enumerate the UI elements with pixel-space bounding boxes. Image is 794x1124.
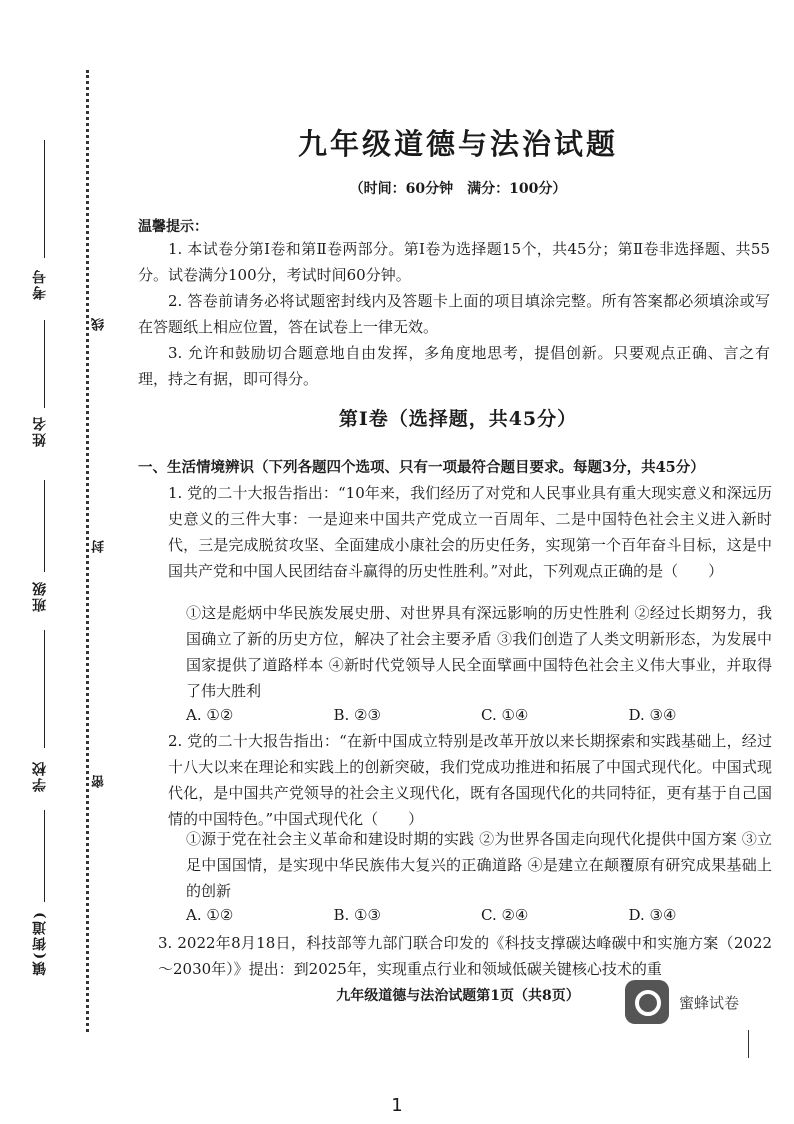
option-a[interactable]: A. ①② — [186, 706, 234, 724]
question-2-statements: ①源于党在社会主义革命和建设时期的实践 ②为世界各国走向现代化提供中国方案 ③立足中国国情，是实现中华民族伟大复兴的正确道路 ④是建立在颠覆原有研究成果基础上的创新 — [186, 830, 772, 900]
label-exam-number: 考号 — [32, 268, 48, 300]
tip-item-2: 2. 答卷前请务必将试题密封线内及答题卡上面的项目填涂完整。所有答案都必须填涂或写在答题纸上相应位置，答在试卷上一律无效。 — [138, 292, 770, 336]
label-name: 姓名 — [32, 415, 48, 447]
question-1-stem: 1. 党的二十大报告指出：“10年来，我们经历了对党和人民事业具有重大现实意义和深远历史意义的三件大事：一是迎来中国共产党成立一百周年、二是中国特色社会主义进入新时代，三是完成脱贫攻坚、全面建成小康社会的历史任务，实现第一个百年奋斗目标，这是中国共产党和中国人民团结奋斗赢得的历史性胜利。”对此，下列观点正确的是（ ） — [168, 484, 772, 580]
question-2-stem: 2. 党的二十大报告指出：“在新中国成立特别是改革开放以来长期探索和实践基础上，经过十八大以来在理论和实践上的创新突破，我们党成功推进和拓展了中国式现代化。中国式现代化，是中国共产党领导的社会主义现代化，既有各国现代化的共同特征，更有基于自己国情的中国特色。”中国式现代化（ ） — [168, 732, 772, 828]
question-1-options — [186, 706, 776, 724]
exam-subtitle: （时间：60分钟 满分：100分） — [349, 181, 567, 197]
blank-class — [44, 480, 45, 572]
blank-town — [44, 810, 45, 902]
blank-name — [44, 320, 45, 408]
section-title: 第Ⅰ卷（选择题，共45分） — [338, 408, 578, 430]
watermark-text: 蜜蜂试卷 — [679, 993, 740, 1012]
page-number: 1 — [391, 1095, 403, 1116]
question-2-options — [186, 906, 776, 924]
tips-heading: 温馨提示： — [138, 219, 208, 235]
tip-item-3: 3. 允许和鼓励切合题意地自由发挥，多角度地思考，提倡创新。只要观点正确、言之有理，持之有据，即可得分。 — [138, 344, 770, 388]
page-footer: 九年级道德与法治试题第1页（共8页） — [336, 988, 580, 1004]
blank-exam-number — [44, 140, 45, 258]
seal-char-seal: 封 — [92, 540, 107, 553]
tip-item-1: 1. 本试卷分第Ⅰ卷和第Ⅱ卷两部分。第Ⅰ卷为选择题15个，共45分；第Ⅱ卷非选择题、共55分。试卷满分100分，考试时间60分钟。 — [138, 240, 770, 284]
blank-school — [44, 630, 45, 748]
exam-title: 九年级道德与法治试题 — [297, 127, 618, 161]
label-town: 镇(街道) — [32, 910, 48, 976]
seal-char-line: 线 — [92, 318, 107, 331]
edge-mark — [748, 1030, 749, 1058]
watermark — [625, 980, 739, 1024]
seal-char-secret: 密 — [92, 775, 107, 788]
option-c[interactable]: C. ①④ — [481, 706, 529, 724]
option-d[interactable]: D. ③④ — [628, 706, 677, 724]
question-1-statements: ①这是彪炳中华民族发展史册、对世界具有深远影响的历史性胜利 ②经过长期努力，我国确立了新的历史方位，解决了社会主要矛盾 ③我们创造了人类文明新形态，为发展中国家提供了道路样本 ④新时代党领导人民全面擘画中国特色社会主义伟大事业，并取得了伟大胜利 — [186, 604, 772, 700]
option-c[interactable]: C. ②④ — [481, 906, 529, 924]
part-heading: 一、生活情境辨识（下列各题四个选项、只有一项最符合题目要求。每题3分，共45分） — [138, 459, 705, 476]
label-class: 班级 — [32, 580, 48, 612]
option-b[interactable]: B. ②③ — [333, 706, 381, 724]
option-a[interactable]: A. ①② — [186, 906, 234, 924]
option-d[interactable]: D. ③④ — [628, 906, 677, 924]
option-b[interactable]: B. ①③ — [333, 906, 381, 924]
seal-dotted-line — [86, 70, 89, 1032]
question-3-stem: 3. 2022年8月18日，科技部等九部门联合印发的《科技支撑碳达峰碳中和实施方案（2022～2030年）》提出：到2025年，实现重点行业和领域低碳关键核心技术的重 — [158, 934, 772, 978]
label-school: 学校 — [32, 760, 48, 792]
bee-logo-icon — [625, 980, 669, 1024]
